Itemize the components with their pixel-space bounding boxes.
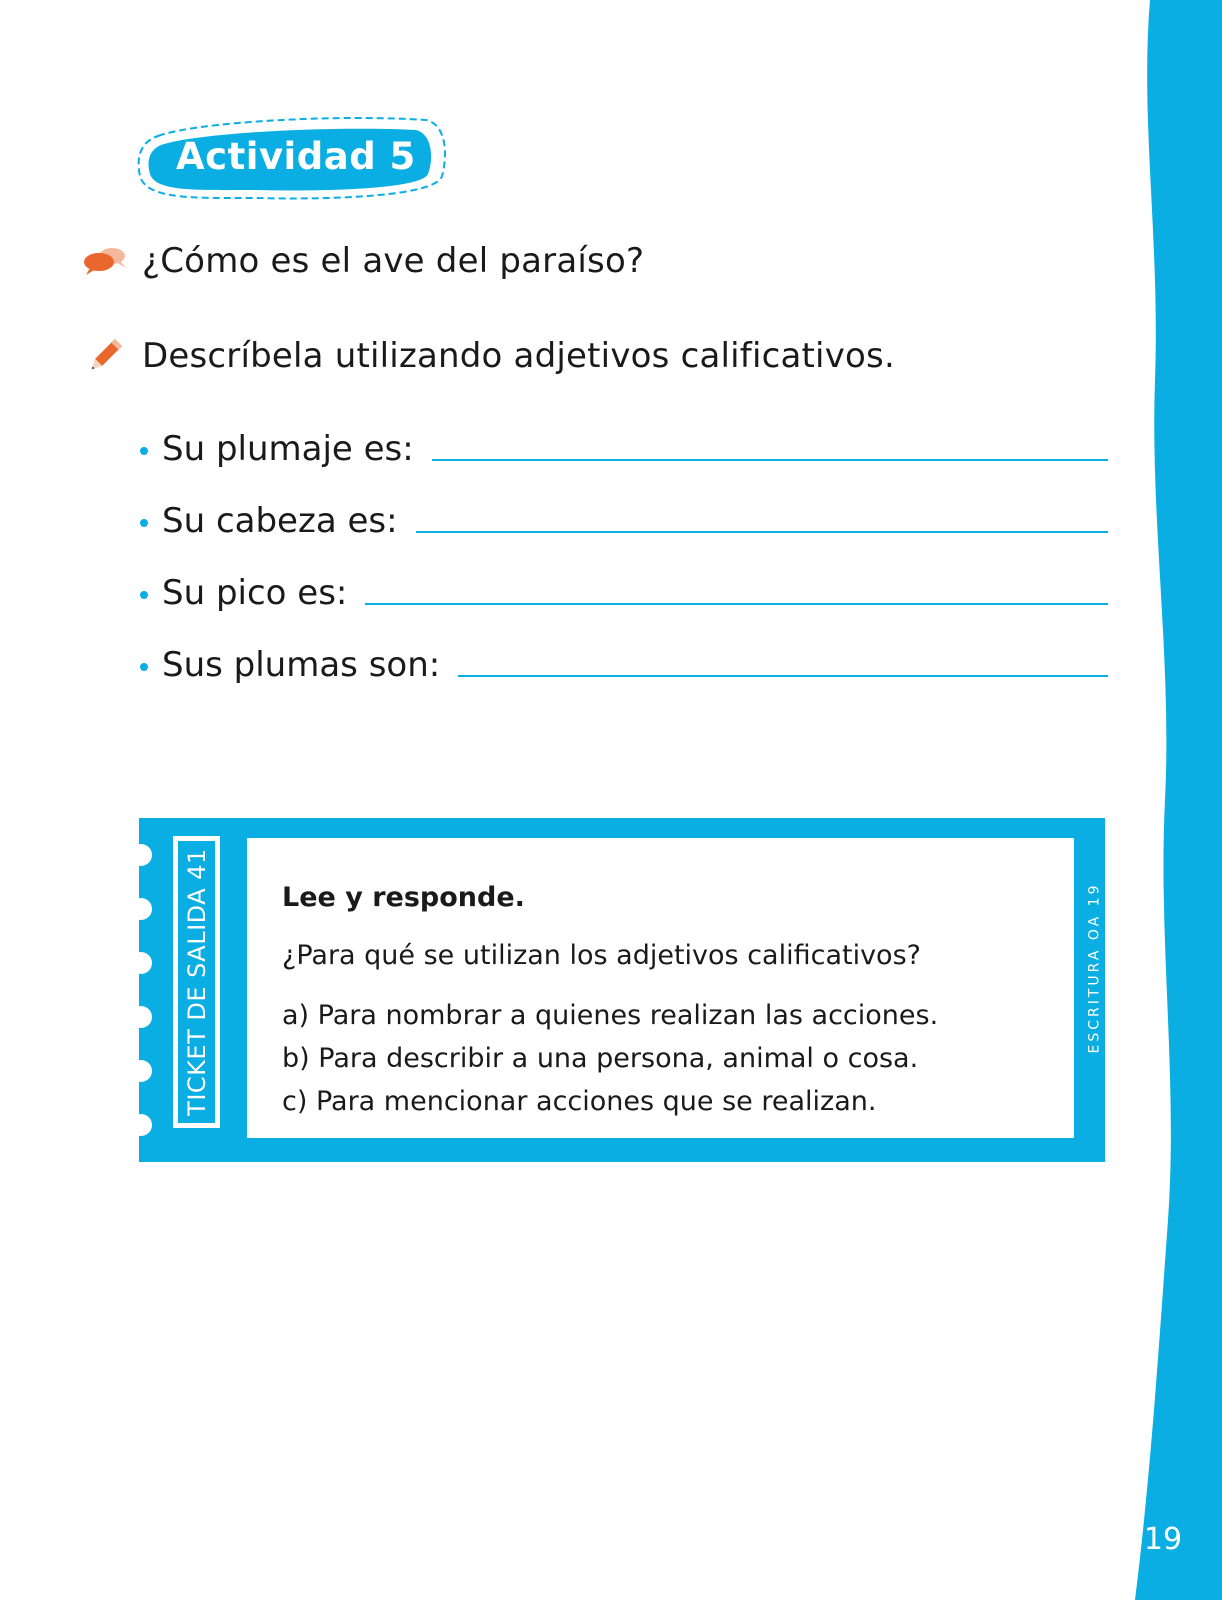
field-plumaje: [138, 425, 1108, 469]
field-cabeza: [138, 497, 1108, 541]
answer-line-plumaje[interactable]: [432, 458, 1108, 461]
exit-ticket: [139, 818, 1105, 1162]
page-number: 19: [1143, 1522, 1183, 1557]
ticket-notch: [130, 1114, 152, 1136]
bullet: [140, 447, 148, 455]
ticket-notch: [130, 952, 152, 974]
ticket-notch: [130, 1006, 152, 1028]
field-plumas: [138, 641, 1108, 685]
answer-fields: [138, 425, 1108, 713]
answer-line-pico[interactable]: [365, 602, 1108, 605]
activity-title: Actividad 5: [176, 135, 416, 178]
ticket-label-frame: [173, 836, 220, 1128]
pencil-icon: [80, 336, 130, 376]
ticket-title: Lee y responde.: [282, 882, 525, 913]
answer-line-cabeza[interactable]: [416, 530, 1108, 533]
option-c[interactable]: c) Para mencionar acciones que se realizan.: [282, 1086, 877, 1117]
question-line: [80, 241, 644, 281]
ticket-notch: [130, 844, 152, 866]
ticket-body: [247, 838, 1074, 1138]
option-b[interactable]: b) Para describir a una persona, animal o cosa.: [282, 1043, 919, 1074]
ticket-options: [282, 994, 938, 1123]
bullet: [140, 663, 148, 671]
question-text: ¿Cómo es el ave del paraíso?: [142, 241, 645, 281]
ticket-notch: [130, 898, 152, 920]
bullet: [140, 519, 148, 527]
option-a[interactable]: a) Para nombrar a quienes realizan las acciones.: [282, 1000, 939, 1031]
instruction-line: [80, 336, 895, 376]
instruction-text: Descríbela utilizando adjetivos calificativos.: [142, 336, 895, 376]
ticket-side-label: ESCRITURA OA 19: [1086, 882, 1102, 1054]
field-label: Su plumaje es:: [162, 429, 414, 469]
speech-bubbles-icon: [80, 241, 130, 281]
field-pico: [138, 569, 1108, 613]
ticket-label: TICKET DE SALIDA 41: [182, 848, 211, 1116]
answer-line-plumas[interactable]: [458, 674, 1108, 677]
field-label: Sus plumas son:: [162, 645, 441, 685]
field-label: Su pico es:: [162, 573, 348, 613]
field-label: Su cabeza es:: [162, 501, 398, 541]
bullet: [140, 591, 148, 599]
ticket-question: ¿Para qué se utilizan los adjetivos calificativos?: [282, 940, 921, 971]
ticket-notch: [130, 1060, 152, 1082]
